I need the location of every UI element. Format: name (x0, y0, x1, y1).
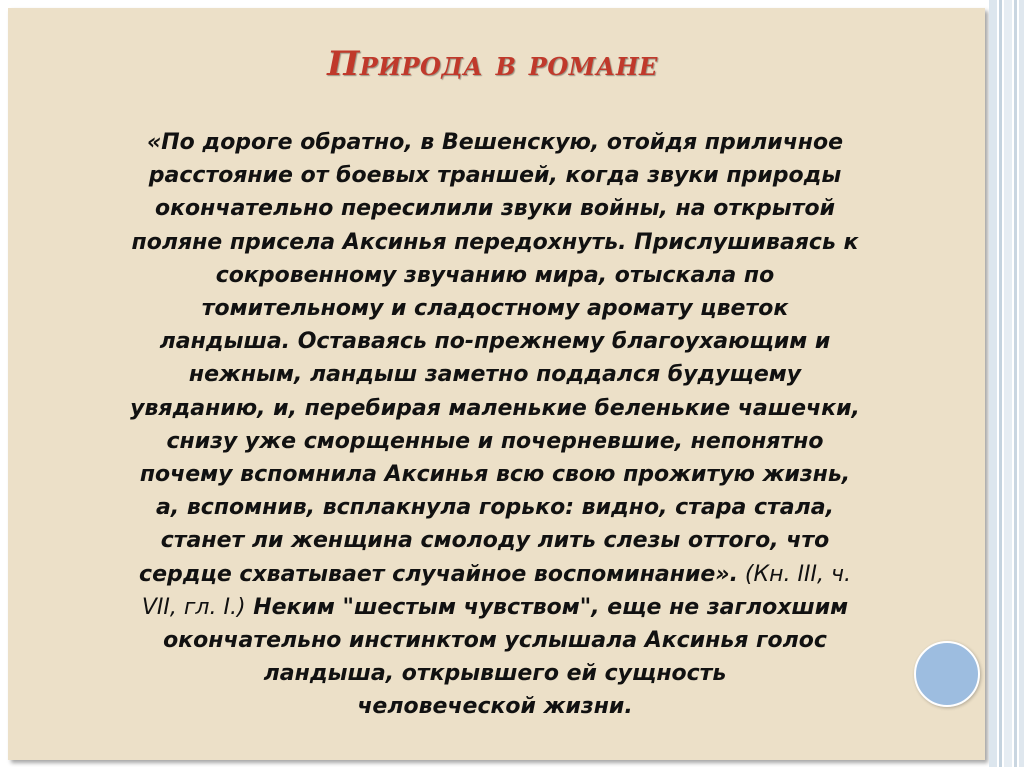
decorative-circle (914, 641, 980, 707)
text-line: томительному и сладостному аромату цветок (201, 296, 789, 322)
text-line (20, 591, 970, 624)
text-line: окончательно пересилили звуки войны, на открытой (155, 196, 835, 222)
text-line: станет ли женщина смолоду лить слезы оттого, что (160, 528, 830, 554)
text-line: снизу уже сморщенные и почерневшие, непонятно (166, 428, 824, 454)
quote-end-text: сердце схватывает случайное воспоминание». (139, 561, 738, 587)
text-line: «По дороге обратно, в Вешенскую, отойдя приличное (146, 130, 844, 155)
text-line: окончательно инстинктом услышала Аксинья голос (163, 628, 827, 654)
quote-body (20, 126, 970, 724)
text-line: расстояние от боевых траншей, когда звуки природы (148, 163, 842, 189)
text-line: ландыша, открывшего ей сущность (263, 661, 727, 687)
text-line: поляне присела Аксинья передохнуть. Прислушиваясь к (131, 229, 859, 255)
citation-text: (Кн. III, ч. (737, 561, 851, 587)
text-line: сокровенному звучанию мира, отыскала по (215, 262, 775, 288)
text-line: человеческой жизни. (357, 694, 633, 720)
decorative-stripes (985, 0, 1024, 767)
text-line: ландыша. Оставаясь по-прежнему благоухающим и (159, 329, 831, 355)
citation-text: VII, гл. I.) (141, 594, 246, 620)
text-line: почему вспомнила Аксинья всю свою прожитую жизнь, (139, 462, 851, 488)
text-line: увяданию, и, перебирая маленькие беленькие чашечки, (130, 395, 860, 421)
text-line: а, вспомнив, всплакнула горько: видно, стара стала, (156, 495, 834, 521)
commentary-text: Неким "шестым чувством", еще не заглохшим (245, 594, 849, 620)
text-line: нежным, ландыш заметно поддался будущему (188, 362, 802, 388)
slide-title: Природа в романе (327, 44, 658, 84)
text-line (20, 558, 970, 591)
